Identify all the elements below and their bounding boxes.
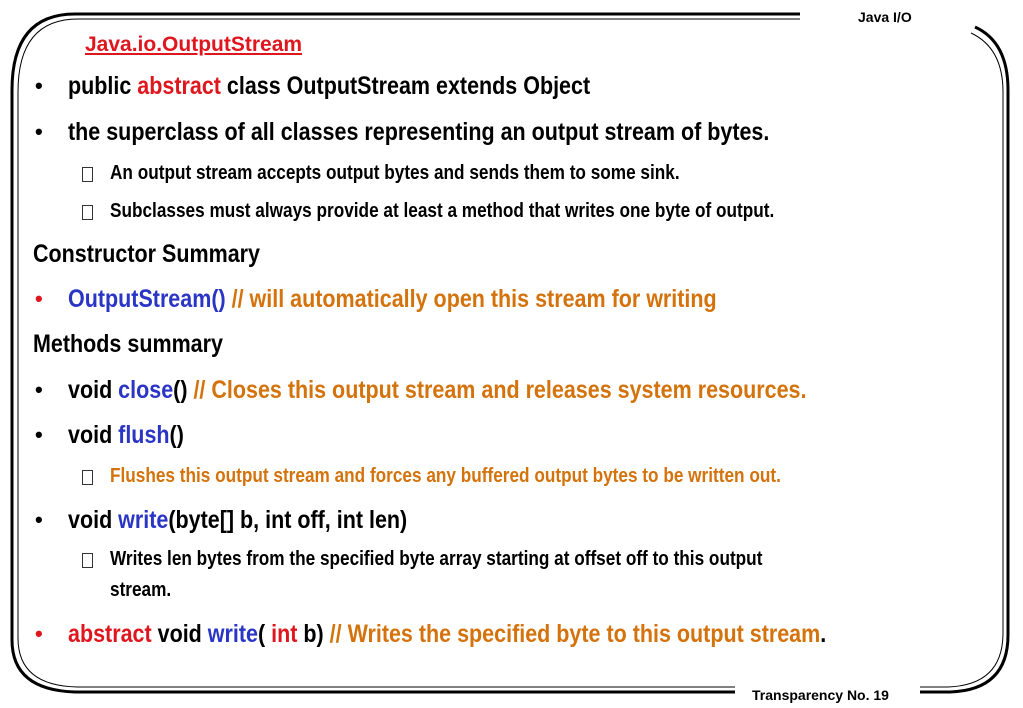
- bullet-icon: •: [35, 73, 43, 98]
- sub-point-flush: Flushes this output stream and forces any buffered output bytes to be written out.: [110, 465, 781, 487]
- sub-point-subclasses: Subclasses must always provide at least a method that writes one byte of output.: [110, 200, 775, 222]
- square-bullet-icon: [82, 470, 93, 485]
- bullet-icon: •: [35, 286, 43, 311]
- sub-point-write-array-cont: stream.: [110, 579, 172, 601]
- square-bullet-icon: [82, 553, 93, 568]
- method-flush: void flush(): [68, 421, 184, 449]
- bullet-icon: •: [35, 422, 43, 447]
- method-close: void close() // Closes this output stream and releases system resources.: [68, 376, 807, 404]
- bullet-icon: •: [35, 377, 43, 402]
- square-bullet-icon: [82, 167, 93, 182]
- method-write-array: void write(byte[] b, int off, int len): [68, 506, 408, 534]
- bullet-icon: •: [35, 621, 43, 646]
- methods-summary-heading: Methods summary: [33, 330, 223, 358]
- method-write-byte: abstract void write( int b) // Writes the specified byte to this output stream.: [68, 620, 827, 648]
- class-declaration: public abstract class OutputStream extends Object: [68, 72, 591, 100]
- sub-point-write-array: Writes len bytes from the specified byte array starting at offset off to this output: [110, 548, 763, 570]
- sub-point-sink: An output stream accepts output bytes and sends them to some sink.: [110, 162, 680, 184]
- constructor-entry: OutputStream() // will automatically open this stream for writing: [68, 285, 717, 313]
- square-bullet-icon: [82, 205, 93, 220]
- class-description: the superclass of all classes representing an output stream of bytes.: [68, 118, 770, 146]
- constructor-summary-heading: Constructor Summary: [33, 240, 260, 268]
- slide-title: Java.io.OutputStream: [85, 33, 303, 56]
- bullet-icon: •: [35, 119, 43, 144]
- header-topic: Java I/O: [858, 9, 912, 25]
- bullet-icon: •: [35, 507, 43, 532]
- footer-transparency-number: Transparency No. 19: [752, 687, 889, 703]
